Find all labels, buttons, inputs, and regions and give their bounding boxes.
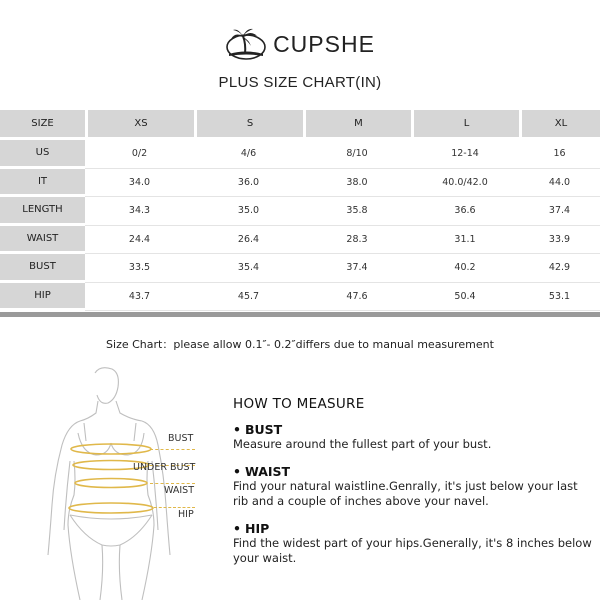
under-bust-label: UNDER BUST bbox=[133, 462, 196, 473]
table-cell: 42.9 bbox=[519, 254, 600, 283]
row-label: HIP bbox=[0, 283, 85, 312]
section-heading: HIP bbox=[245, 520, 270, 536]
table-cell: 40.2 bbox=[411, 254, 519, 283]
table-row bbox=[0, 169, 600, 198]
section-text: Find the widest part of your hips.Generally, it's 8 inches below your waist. bbox=[233, 535, 592, 565]
table-row bbox=[0, 254, 600, 283]
section-text: Measure around the fullest part of your bust. bbox=[233, 437, 492, 451]
section-text: Find your natural waistline.Genrally, it's just below your last rib and a couple of inches above your navel. bbox=[233, 478, 578, 508]
table-cell: 0/2 bbox=[85, 140, 194, 169]
table-row bbox=[0, 283, 600, 312]
table-cell: 37.4 bbox=[303, 254, 411, 283]
bullet-icon: • bbox=[233, 520, 241, 536]
table-header-row bbox=[0, 110, 600, 140]
measure-section-hip bbox=[233, 521, 593, 567]
table-cell: 36.6 bbox=[411, 197, 519, 226]
table-cell: 34.0 bbox=[85, 169, 194, 198]
chart-title: PLUS SIZE CHART(IN) bbox=[218, 74, 382, 91]
table-cell: 4/6 bbox=[194, 140, 303, 169]
measure-section-bust bbox=[233, 422, 593, 453]
size-table bbox=[0, 110, 600, 311]
measure-section-waist bbox=[233, 464, 593, 510]
row-label: IT bbox=[0, 169, 85, 198]
brand-name: CUPSHE bbox=[273, 30, 375, 57]
table-header-label: SIZE bbox=[0, 110, 85, 140]
how-to-measure bbox=[233, 396, 593, 578]
row-label: LENGTH bbox=[0, 197, 85, 226]
table-cell: 40.0/42.0 bbox=[411, 169, 519, 198]
table-cell: 12-14 bbox=[411, 140, 519, 169]
bullet-icon: • bbox=[233, 422, 241, 437]
table-cell: 44.0 bbox=[519, 169, 600, 198]
table-cell: 28.3 bbox=[303, 226, 411, 255]
table-cell: 47.6 bbox=[303, 283, 411, 312]
section-heading: BUST bbox=[245, 422, 283, 437]
row-label: US bbox=[0, 140, 85, 169]
how-to-measure-title: HOW TO MEASURE bbox=[233, 396, 365, 412]
table-header-size: M bbox=[303, 110, 411, 140]
table-cell: 16 bbox=[519, 140, 600, 169]
table-cell: 43.7 bbox=[85, 283, 194, 312]
table-cell: 45.7 bbox=[194, 283, 303, 312]
bust-guide-line bbox=[150, 449, 195, 450]
table-header-size: L bbox=[411, 110, 519, 140]
table-cell: 35.0 bbox=[194, 197, 303, 226]
table-row bbox=[0, 197, 600, 226]
table-cell: 53.1 bbox=[519, 283, 600, 312]
row-label: BUST bbox=[0, 254, 85, 283]
brand-logo bbox=[0, 26, 600, 62]
table-header-size: S bbox=[194, 110, 303, 140]
table-cell: 34.3 bbox=[85, 197, 194, 226]
section-heading: WAIST bbox=[245, 463, 291, 479]
bust-label: BUST bbox=[168, 433, 194, 444]
table-row bbox=[0, 140, 600, 169]
row-label: WAIST bbox=[0, 226, 85, 255]
palm-tree-island-icon bbox=[225, 27, 267, 61]
table-cell: 35.4 bbox=[194, 254, 303, 283]
table-cell: 37.4 bbox=[519, 197, 600, 226]
table-cell: 50.4 bbox=[411, 283, 519, 312]
hip-guide-line bbox=[154, 507, 195, 508]
table-cell: 38.0 bbox=[303, 169, 411, 198]
table-row bbox=[0, 226, 600, 255]
table-header-size: XS bbox=[85, 110, 194, 140]
table-cell: 26.4 bbox=[194, 226, 303, 255]
table-cell: 33.5 bbox=[85, 254, 194, 283]
table-cell: 35.8 bbox=[303, 197, 411, 226]
bullet-icon: • bbox=[233, 463, 241, 479]
hip-label: HIP bbox=[178, 509, 194, 520]
hip-band bbox=[69, 503, 153, 513]
waist-band bbox=[75, 479, 147, 488]
waist-label: WAIST bbox=[164, 485, 195, 496]
table-cell: 31.1 bbox=[411, 226, 519, 255]
measurement-note: Size Chart：please allow 0.1″- 0.2″differs due to manual measurement bbox=[106, 338, 494, 351]
table-cell: 36.0 bbox=[194, 169, 303, 198]
table-bottom-bar bbox=[0, 312, 600, 317]
table-header-size: XL bbox=[519, 110, 600, 140]
table-cell: 8/10 bbox=[303, 140, 411, 169]
table-cell: 33.9 bbox=[519, 226, 600, 255]
waist-guide-line bbox=[150, 483, 195, 484]
table-cell: 24.4 bbox=[85, 226, 194, 255]
